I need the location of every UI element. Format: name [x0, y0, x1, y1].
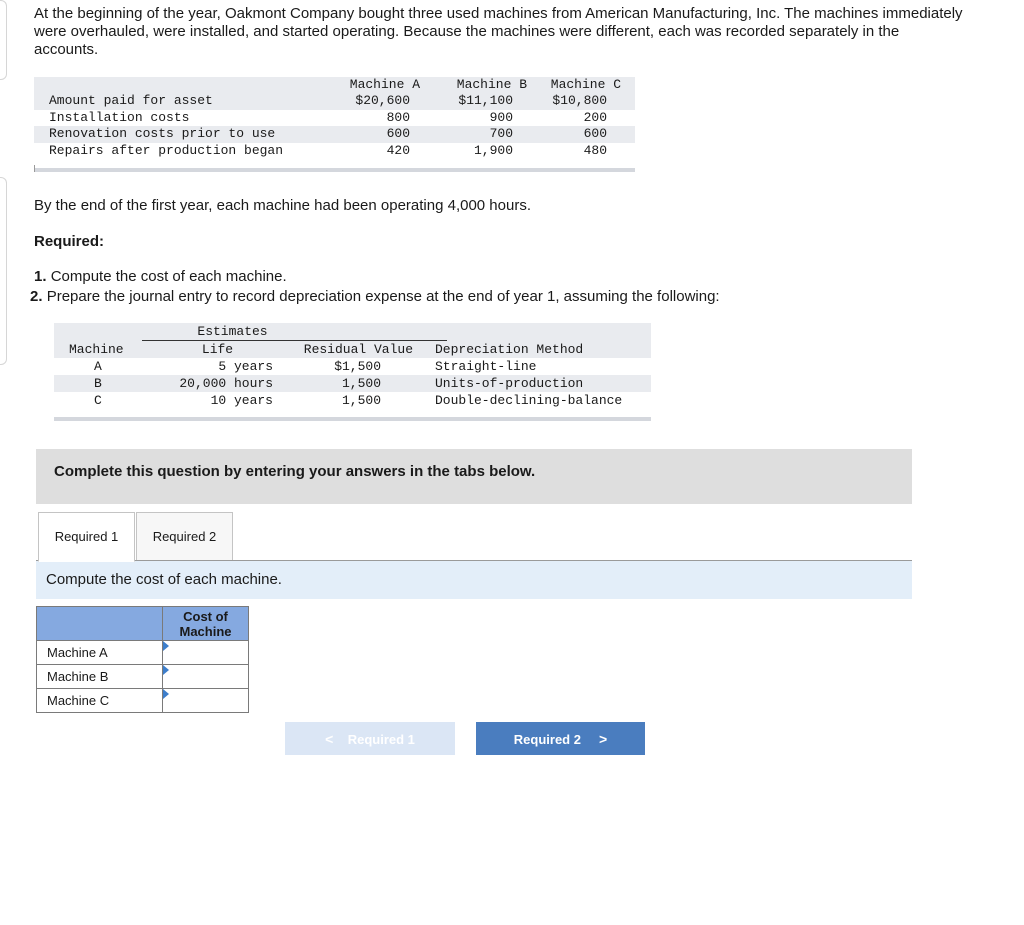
- table-row: B 20,000 hours 1,500 Units-of-production: [54, 375, 651, 392]
- col-machine-b: Machine B: [456, 77, 527, 92]
- table-row: C 10 years 1,500 Double-declining-balance: [94, 393, 623, 408]
- prev-button-label: Required 1: [347, 731, 415, 747]
- col-machine-a: Machine A: [349, 77, 420, 92]
- row-label-machine-a: Machine A: [37, 641, 163, 665]
- cost-of-machine-header: Cost of Machine: [163, 607, 249, 641]
- table-rule-tick: [34, 165, 35, 172]
- panel-prompt: Compute the cost of each machine.: [46, 571, 282, 588]
- table-row: [37, 641, 249, 665]
- tab-required-2[interactable]: Required 2: [136, 512, 233, 561]
- requirement-2-number: 2.: [30, 288, 43, 305]
- instruction-text: Complete this question by entering your answers in the tabs below.: [54, 463, 536, 480]
- col-residual: Residual Value: [303, 342, 413, 357]
- cost-input-machine-a[interactable]: [163, 641, 248, 664]
- chevron-right-icon: >: [599, 730, 608, 747]
- col-life: Life: [201, 342, 234, 357]
- row-label-machine-c: Machine C: [37, 689, 163, 713]
- cost-table: [34, 77, 635, 159]
- cost-table-header: [34, 77, 635, 93]
- estimates-underline: [142, 340, 447, 341]
- operating-note: By the end of the first year, each machine had been operating 4,000 hours.: [34, 197, 531, 214]
- table-row: A 5 years $1,500 Straight-line: [94, 359, 537, 374]
- answer-table-header: [37, 607, 249, 641]
- requirement-2: [30, 288, 720, 306]
- problem-intro: At the beginning of the year, Oakmont Company bought three used machines from American Manufacturing, Inc. The machines immediately were overhauled, were installed, and started operating. Because the machines were different, each was recorded separately in the accounts.: [34, 5, 963, 58]
- instruction-banner: [36, 449, 912, 504]
- row-label-machine-b: Machine B: [37, 665, 163, 689]
- table-row: [37, 689, 249, 713]
- left-edge-tab: [0, 0, 7, 80]
- estimates-table: [54, 323, 651, 421]
- requirement-1-number: 1.: [34, 268, 47, 285]
- tab-panel-header: [36, 561, 912, 599]
- tab-required-1[interactable]: Required 1: [38, 512, 135, 562]
- cost-input-machine-b[interactable]: [163, 665, 248, 688]
- left-edge-tab: [0, 177, 7, 365]
- cost-input-machine-c[interactable]: [163, 689, 248, 712]
- table-bottom-rule: [34, 168, 635, 172]
- requirement-1: [34, 268, 287, 286]
- next-required-2-button[interactable]: [476, 722, 645, 755]
- estimates-header: [54, 341, 651, 358]
- col-machine: Machine: [69, 342, 124, 357]
- table-row: [37, 665, 249, 689]
- chevron-left-icon: <: [325, 730, 334, 747]
- table-row: Repairs after production began 420 1,900 480: [49, 142, 607, 158]
- col-method: Depreciation Method: [435, 342, 584, 357]
- requirement-1-text: Compute the cost of each machine.: [50, 268, 287, 285]
- required-heading: Required:: [34, 233, 105, 250]
- table-bottom-rule: [54, 417, 651, 421]
- requirement-2-text: Prepare the journal entry to record depreciation expense at the end of year 1, assuming the following:: [46, 288, 720, 305]
- table-row: Renovation costs prior to use 600 700 600: [34, 126, 635, 143]
- prev-required-1-button[interactable]: [285, 722, 455, 755]
- table-row: Installation costs 800 900 200: [49, 109, 607, 125]
- estimates-group-header: Estimates: [197, 324, 268, 339]
- col-machine-c: Machine C: [550, 77, 621, 92]
- answer-table: [36, 606, 249, 713]
- table-row: Amount paid for asset $20,600 $11,100 $10,800: [34, 93, 635, 110]
- next-button-label: Required 2: [513, 731, 581, 747]
